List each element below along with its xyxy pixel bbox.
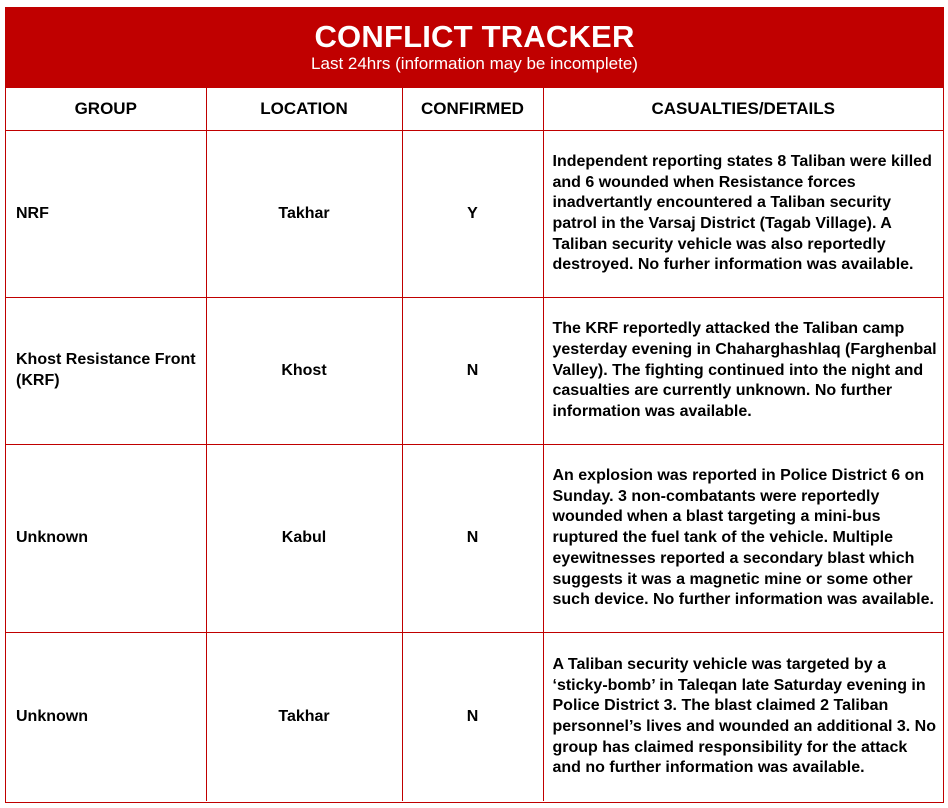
table-row	[6, 445, 943, 633]
table-row	[6, 131, 943, 298]
group-cell: Unknown	[6, 633, 206, 802]
column-header-location: LOCATION	[206, 88, 402, 131]
details-cell: A Taliban security vehicle was targeted by a ‘sticky-bomb’ in Taleqan late Saturday evening in Police District 3. The blast claimed 2 Taliban personnel’s lives and wounded an additional 3. No group has claimed responsibility for the attack and no further information was available.	[543, 633, 943, 802]
conflict-tracker	[5, 7, 944, 803]
group-cell: NRF	[6, 131, 206, 298]
tracker-subtitle: Last 24hrs (information may be incomplete)	[311, 54, 638, 73]
confirmed-cell: N	[402, 298, 543, 445]
location-cell: Takhar	[206, 131, 402, 298]
column-header-confirmed: CONFIRMED	[402, 88, 543, 131]
table-row	[6, 633, 943, 802]
location-cell: Takhar	[206, 633, 402, 802]
details-cell: The KRF reportedly attacked the Taliban camp yesterday evening in Chaharghashlaq (Farghenbal Valley). The fighting continued into the night and casualties are currently unknown. No further information was available.	[543, 298, 943, 445]
group-cell: Khost Resistance Front (KRF)	[6, 298, 206, 445]
column-header-group: GROUP	[6, 88, 206, 131]
column-header-details: CASUALTIES/DETAILS	[543, 88, 943, 131]
location-cell: Khost	[206, 298, 402, 445]
confirmed-cell: N	[402, 633, 543, 802]
header-row	[6, 88, 943, 131]
confirmed-cell: Y	[402, 131, 543, 298]
details-cell: An explosion was reported in Police District 6 on Sunday. 3 non-combatants were reportedly wounded when a blast targeting a mini-bus ruptured the fuel tank of the vehicle. Multiple eyewitnesses reported a secondary blast which suggests it was a magnetic mine or some other such device. No further information was available.	[543, 445, 943, 633]
details-cell: Independent reporting states 8 Taliban were killed and 6 wounded when Resistance forces inadvertantly encountered a Taliban security patrol in the Varsaj District (Tagab Village). A Taliban security vehicle was also reportedly destroyed. No furher information was available.	[543, 131, 943, 298]
table-row	[6, 298, 943, 445]
tracker-header	[6, 8, 943, 88]
group-cell: Unknown	[6, 445, 206, 633]
confirmed-cell: N	[402, 445, 543, 633]
tracker-title: CONFLICT TRACKER	[314, 19, 635, 54]
tracker-table	[6, 88, 943, 801]
location-cell: Kabul	[206, 445, 402, 633]
